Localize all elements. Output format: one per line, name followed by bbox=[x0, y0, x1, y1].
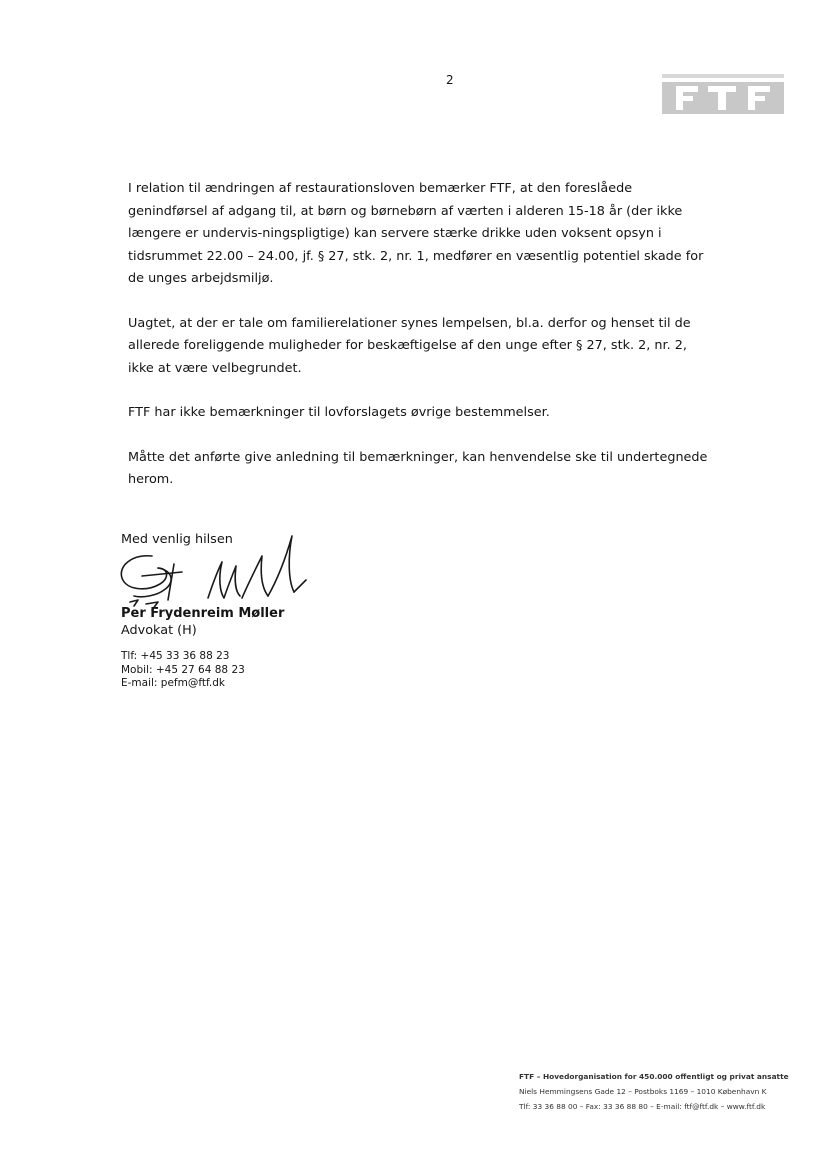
handwritten-signature bbox=[112, 526, 308, 618]
footer-org-line: FTF – Hovedorganisation for 450.000 offentligt og privat ansatte bbox=[519, 1072, 789, 1081]
body-paragraph-1: I relation til ændringen af restaurationsloven bemærker FTF, at den foreslåede genindførsel af adgang til, at børn og børnebørn af værten i alderen 15-18 år (der ikke længere er undervis-ningspligtige) kan servere stærke drikke uden voksent opsyn i tidsrummet 22.00 – 24.00, jf. § 27, stk. 2, nr. 1, medfører en væsentlig potentiel skade for de unges arbejdsmiljø. bbox=[128, 181, 704, 286]
body-paragraph-2: Uagtet, at der er tale om familierelationer synes lempelsen, bl.a. derfor og henset til de allerede foreliggende muligheder for beskæftigelse af den unge efter § 27, stk. 2, nr. 2, ikke at være velbegrundet. bbox=[128, 315, 691, 376]
footer-contact-line: Tlf: 33 36 88 00 – Fax: 33 36 88 80 – E-mail: ftf@ftf.dk – www.ftf.dk bbox=[519, 1102, 766, 1111]
body-paragraph-4: Måtte det anførte give anledning til bemærkninger, kan henvendelse ske til undertegnede herom. bbox=[128, 449, 708, 487]
closing-salutation: Med venlig hilsen bbox=[121, 532, 233, 547]
letterhead-footer bbox=[519, 1069, 789, 1114]
signer-title: Advokat (H) bbox=[121, 623, 197, 638]
body-paragraph-3: FTF har ikke bemærkninger til lovforslagets øvrige bestemmelser. bbox=[128, 405, 550, 420]
signer-name: Per Frydenreim Møller bbox=[121, 606, 285, 621]
letter-body bbox=[128, 178, 708, 514]
ftf-logo bbox=[662, 74, 784, 114]
footer-address-line: Niels Hemmingsens Gade 12 – Postboks 1169 – 1010 København K bbox=[519, 1087, 767, 1096]
contact-block bbox=[121, 650, 245, 691]
email-line: E-mail: pefm@ftf.dk bbox=[121, 677, 225, 689]
mobile-line: Mobil: +45 27 64 88 23 bbox=[121, 663, 245, 676]
phone-line: Tlf: +45 33 36 88 23 bbox=[121, 650, 230, 662]
page-number: 2 bbox=[446, 73, 454, 87]
